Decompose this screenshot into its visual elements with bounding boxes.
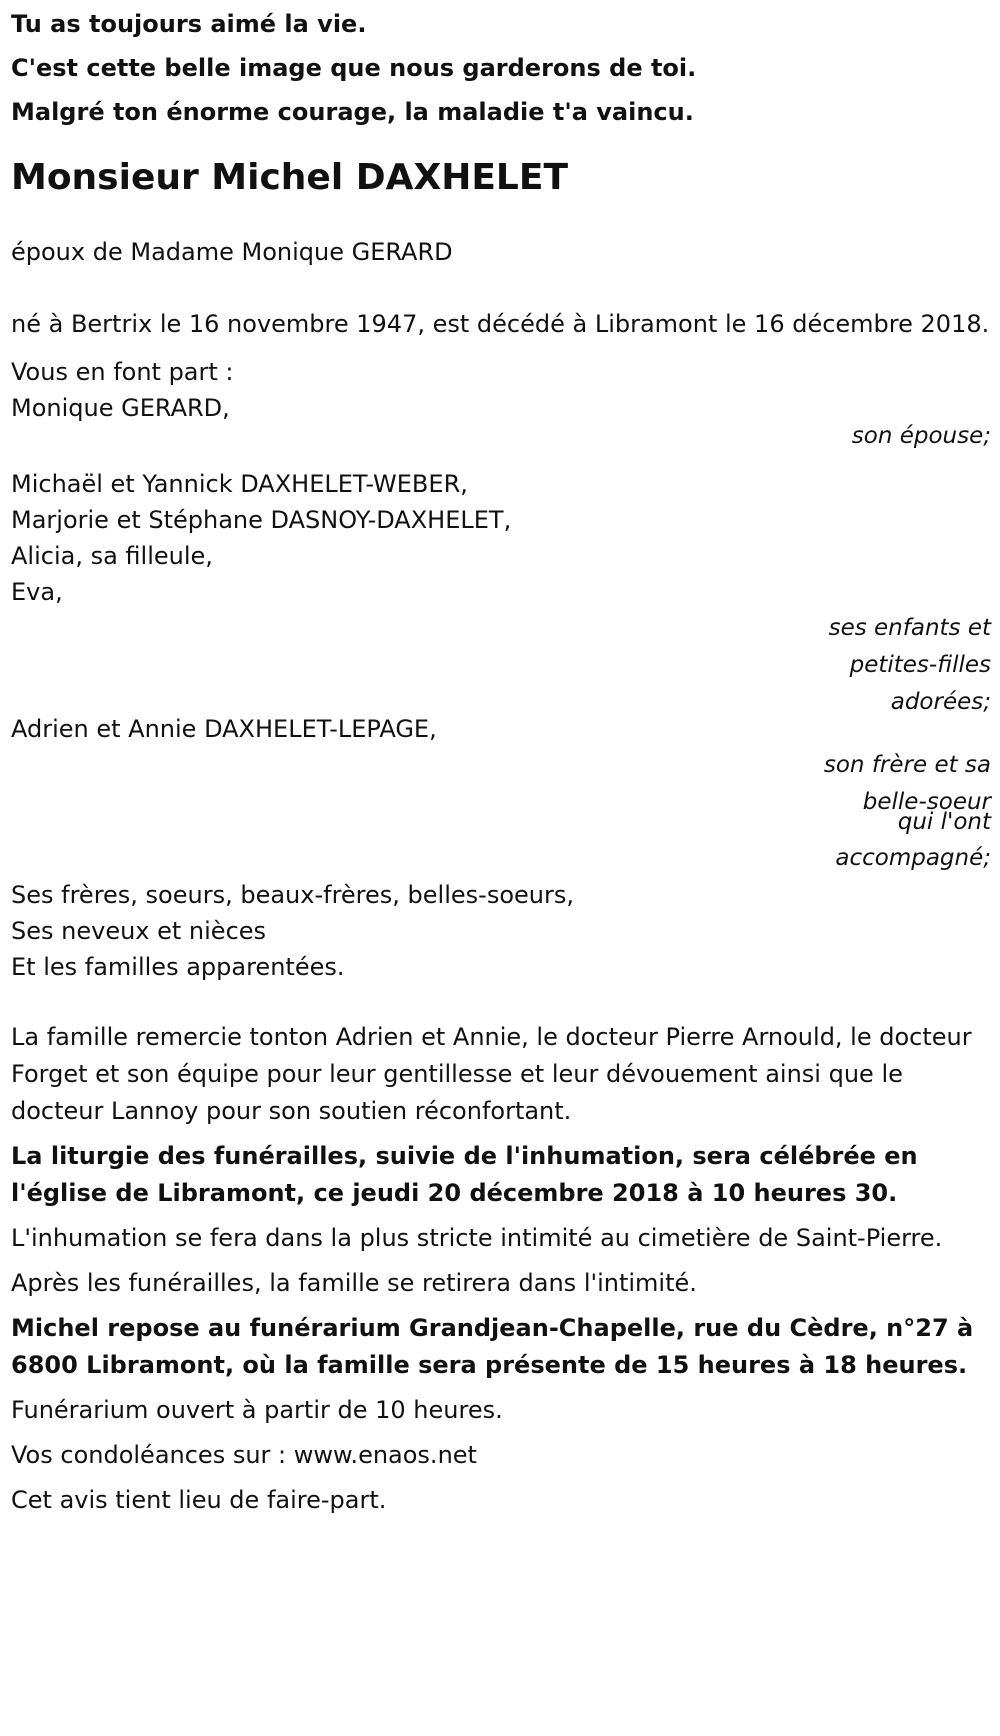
opening-line: Funérarium ouvert à partir de 10 heures. bbox=[11, 1396, 503, 1424]
role-line: petites-filles bbox=[849, 652, 991, 678]
thanks-paragraph: La famille remercie tonton Adrien et Annie, le docteur Pierre Arnould, le docteur Forget et son équipe pour leur gentillesse et leur dévouement ainsi que le docteur Lannoy pour son soutien réconfortant. bbox=[11, 1023, 972, 1125]
intro-line-1: Tu as toujours aimé la vie. bbox=[11, 10, 367, 38]
intro-line-3: Malgré ton énorme courage, la maladie t'a vaincu. bbox=[11, 98, 694, 126]
notice-line: Cet avis tient lieu de faire-part. bbox=[11, 1486, 387, 1514]
other-item: Et les familles apparentées. bbox=[11, 953, 345, 981]
other-family bbox=[11, 877, 993, 985]
deceased-name: Monsieur Michel DAXHELET bbox=[11, 157, 569, 198]
birth-death-line: né à Bertrix le 16 novembre 1947, est décédé à Libramont le 16 décembre 2018. bbox=[11, 310, 990, 338]
role-line: adorées; bbox=[890, 689, 991, 715]
liturgy-paragraph: La liturgie des funérailles, suivie de l'inhumation, sera célébrée en l'église de Libramont, ce jeudi 20 décembre 2018 à 10 heures 30. bbox=[11, 1142, 918, 1207]
after-paragraph: Après les funérailles, la famille se retirera dans l'intimité. bbox=[11, 1269, 697, 1297]
obituary-content bbox=[11, 0, 993, 1519]
role-line: qui l'ont bbox=[897, 809, 991, 835]
announce-line: Vous en font part : bbox=[11, 358, 234, 386]
children-role bbox=[11, 610, 993, 721]
role-line: ses enfants et bbox=[828, 615, 991, 641]
child-item: Alicia, sa filleule, bbox=[11, 542, 213, 570]
other-item: Ses frères, soeurs, beaux-frères, belles-soeurs, bbox=[11, 881, 574, 909]
sibling-role bbox=[11, 747, 993, 877]
condolences-line: Vos condoléances sur : www.enaos.net bbox=[11, 1441, 477, 1469]
family-spouse-role: son épouse; bbox=[851, 423, 991, 449]
children-list bbox=[11, 466, 993, 610]
family-spouse: Monique GERARD, bbox=[11, 394, 230, 422]
intro-line-2: C'est cette belle image que nous garderons de toi. bbox=[11, 54, 697, 82]
child-item: Michaël et Yannick DAXHELET-WEBER, bbox=[11, 470, 468, 498]
family-sibling: Adrien et Annie DAXHELET-LEPAGE, bbox=[11, 715, 437, 743]
role-line: accompagné; bbox=[835, 845, 991, 871]
other-item: Ses neveux et nièces bbox=[11, 917, 267, 945]
child-item: Eva, bbox=[11, 578, 63, 606]
child-item: Marjorie et Stéphane DASNOY-DAXHELET, bbox=[11, 506, 512, 534]
role-line: son frère et sa bbox=[823, 752, 991, 778]
spouse-line: époux de Madame Monique GERARD bbox=[11, 238, 453, 266]
funerarium-paragraph: Michel repose au funérarium Grandjean-Chapelle, rue du Cèdre, n°27 à 6800 Libramont, où la famille sera présente de 15 heures à 18 heures. bbox=[11, 1314, 974, 1379]
burial-paragraph: L'inhumation se fera dans la plus stricte intimité au cimetière de Saint-Pierre. bbox=[11, 1224, 943, 1252]
role-line: belle-soeur bbox=[862, 789, 991, 815]
